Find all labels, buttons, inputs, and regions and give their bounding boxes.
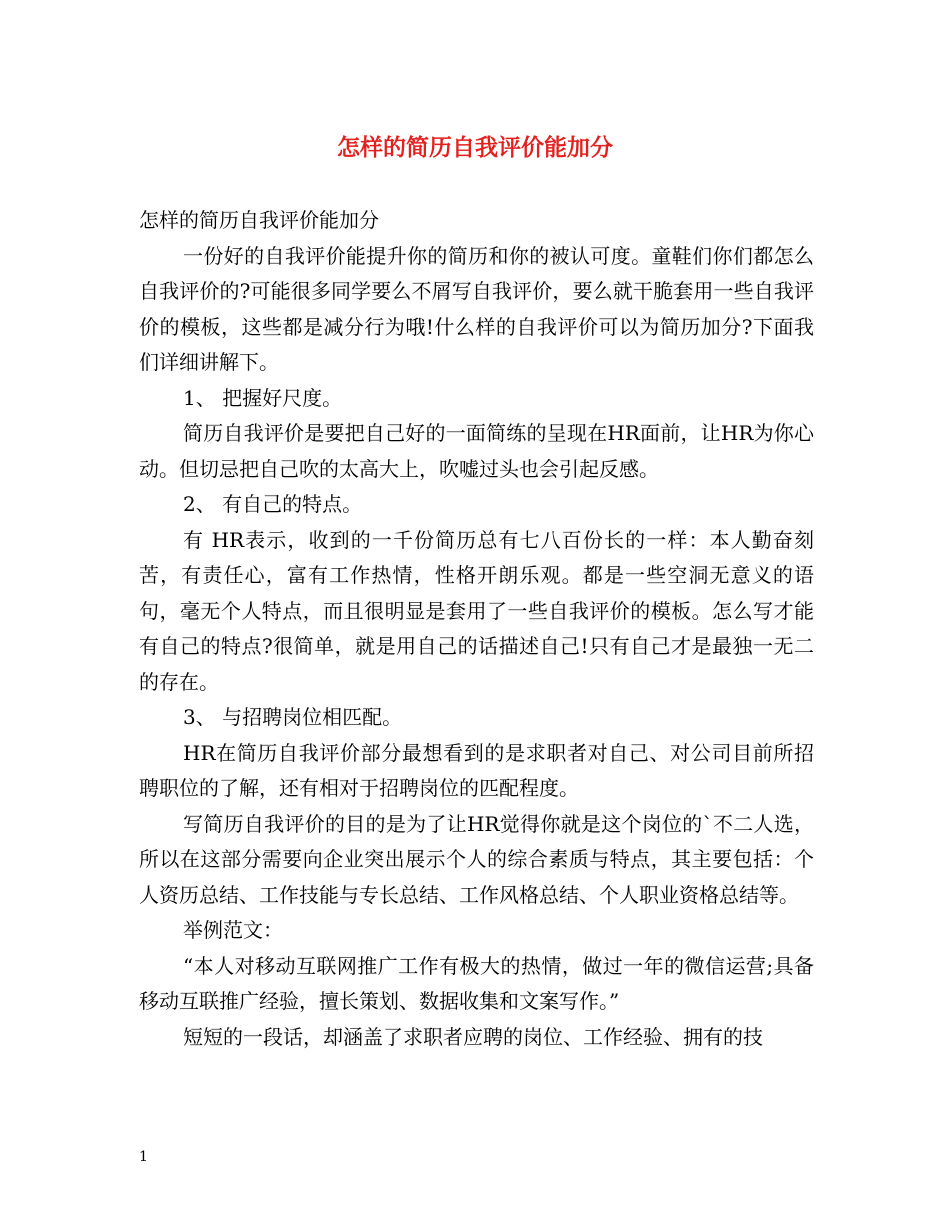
section-heading: 3、 与招聘岗位相匹配。	[183, 705, 403, 729]
document-title: 怎样的简历自我评价能加分	[337, 134, 613, 161]
paragraph: 怎样的简历自我评价能加分	[139, 208, 379, 232]
paragraph: 写简历自我评价的目的是为了让HR觉得你就是这个岗位的`不二人选，所以在这部分需要向企业突出展示个人的综合素质与特点，其主要包括：个人资历总结、工作技能与专长总结、工作风格总结、个人职业资格总结等。	[139, 811, 814, 907]
section-heading: 2、 有自己的特点。	[183, 492, 363, 516]
paragraph: “本人对移动互联网推广工作有极大的热情，做过一年的微信运营;具备移动互联推广经验，擅长策划、数据收集和文案写作。”	[139, 953, 814, 1013]
paragraph: 短短的一段话，却涵盖了求职者应聘的岗位、工作经验、拥有的技	[183, 1024, 763, 1049]
page-number: 1	[139, 1149, 148, 1165]
paragraph: 举例范文：	[183, 918, 283, 942]
paragraph: 一份好的自我评价能提升你的简历和你的被认可度。童鞋们你们都怎么自我评价的?可能很多同学要么不屑写自我评价，要么就干脆套用一些自我评价的模板，这些都是减分行为哦!什么样的自我评价可以为简历加分?下面我们详细讲解下。	[139, 243, 814, 374]
paragraph: 简历自我评价是要把自己好的一面简练的呈现在HR面前，让HR为你心动。但切忌把自己吹的太高大上，吹嘘过头也会引起反感。	[139, 421, 814, 481]
document-body	[139, 203, 814, 1055]
paragraph: 有 HR表示，收到的一千份简历总有七八百份长的一样：本人勤奋刻苦，有责任心，富有工作热情，性格开朗乐观。都是一些空洞无意义的语句，毫无个人特点，而且很明显是套用了一些自我评价的模板。怎么写才能有自己的特点?很简单，就是用自己的话描述自己!只有自己才是最独一无二的存在。	[139, 527, 814, 694]
paragraph: HR在简历自我评价部分最想看到的是求职者对自己、对公司目前所招聘职位的了解，还有相对于招聘岗位的匹配程度。	[139, 740, 814, 800]
section-heading: 1、 把握好尺度。	[183, 385, 343, 410]
